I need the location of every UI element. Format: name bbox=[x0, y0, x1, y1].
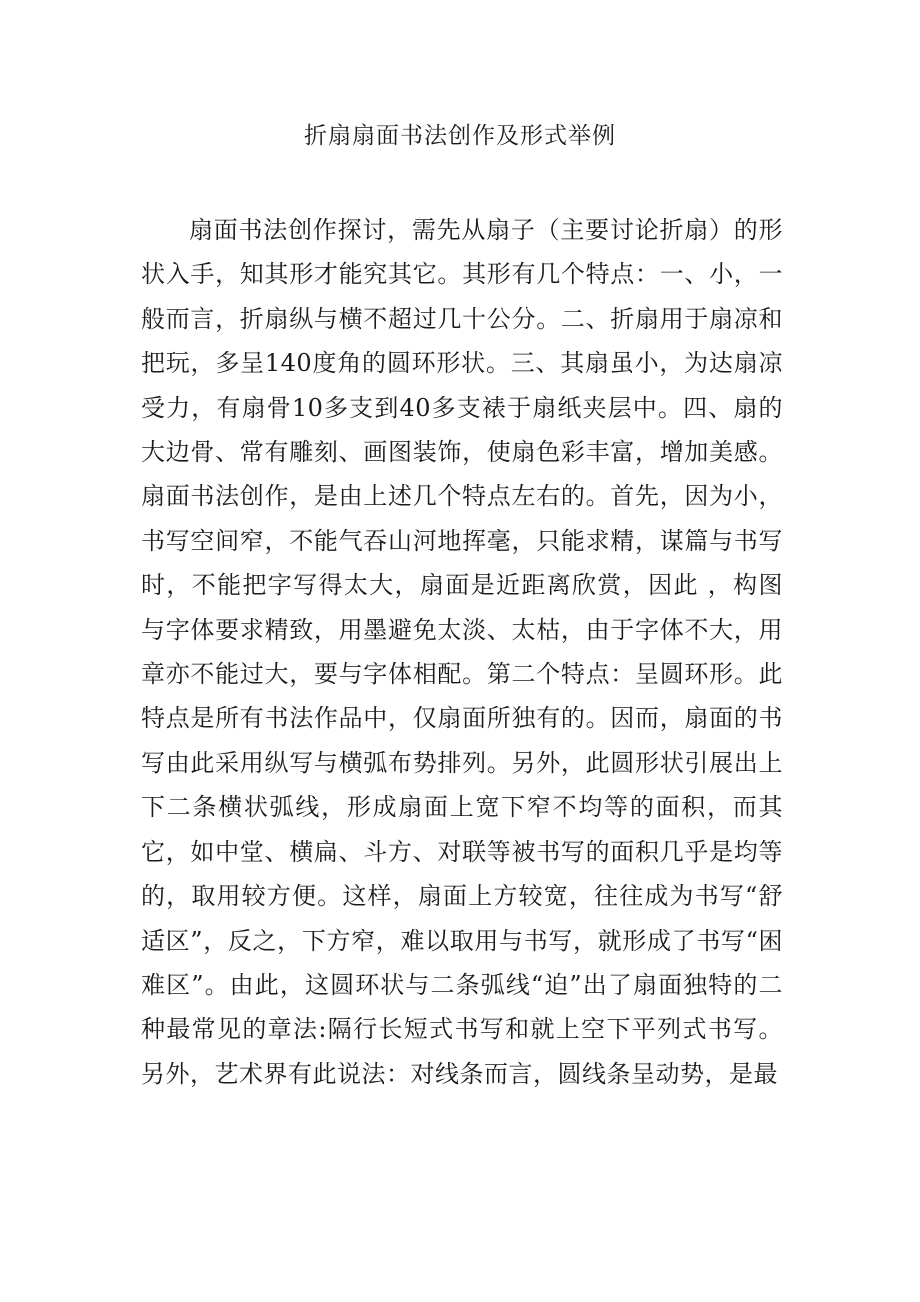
document-title: 折扇扇面书法创作及形式举例 bbox=[304, 123, 616, 149]
body-paragraph: 扇面书法创作探讨，需先从扇子（主要讨论折扇）的形状入手，知其形才能究其它。其形有几个特点：一、小，一般而言，折扇纵与横不超过几十公分。二、折扇用于扇凉和把玩，多呈140度角的圆环形状。三、其扇虽小，为达扇凉受力，有扇骨10多支到40多支裱于扇纸夹层中。四、扇的大边骨、常有雕刻、画图装饰，使扇色彩丰富，增加美感。扇面书法创作，是由上述几个特点左右的。首先，因为小，书写空间窄，不能气吞山河地挥毫，只能求精，谋篇与书写时，不能把字写得太大，扇面是近距离欣赏，因此 ，构图与字体要求精致，用墨避免太淡、太枯，由于字体不大，用章亦不能过大，要与字体相配。第二个特点：呈圆环形。此特点是所有书法作品中，仅扇面所独有的。因而，扇面的书写由此采用纵写与横弧布势排列。另外，此圆形状引展出上下二条横状弧线，形成扇面上宽下窄不均等的面积，而其它，如中堂、横扁、斗方、对联等被书写的面积几乎是均等的，取用较方便。这样，扇面上方较宽，往往成为书写“舒适区”，反之，下方窄，难以取用与书写，就形成了书写“困难区”。由此，这圆环状与二条弧线“迫”出了扇面独特的二种最常见的章法:隔行长短式书写和就上空下平列式书写。另外，艺术界有此说法：对线条而言，圆线条呈动势，是最 bbox=[141, 216, 783, 1088]
